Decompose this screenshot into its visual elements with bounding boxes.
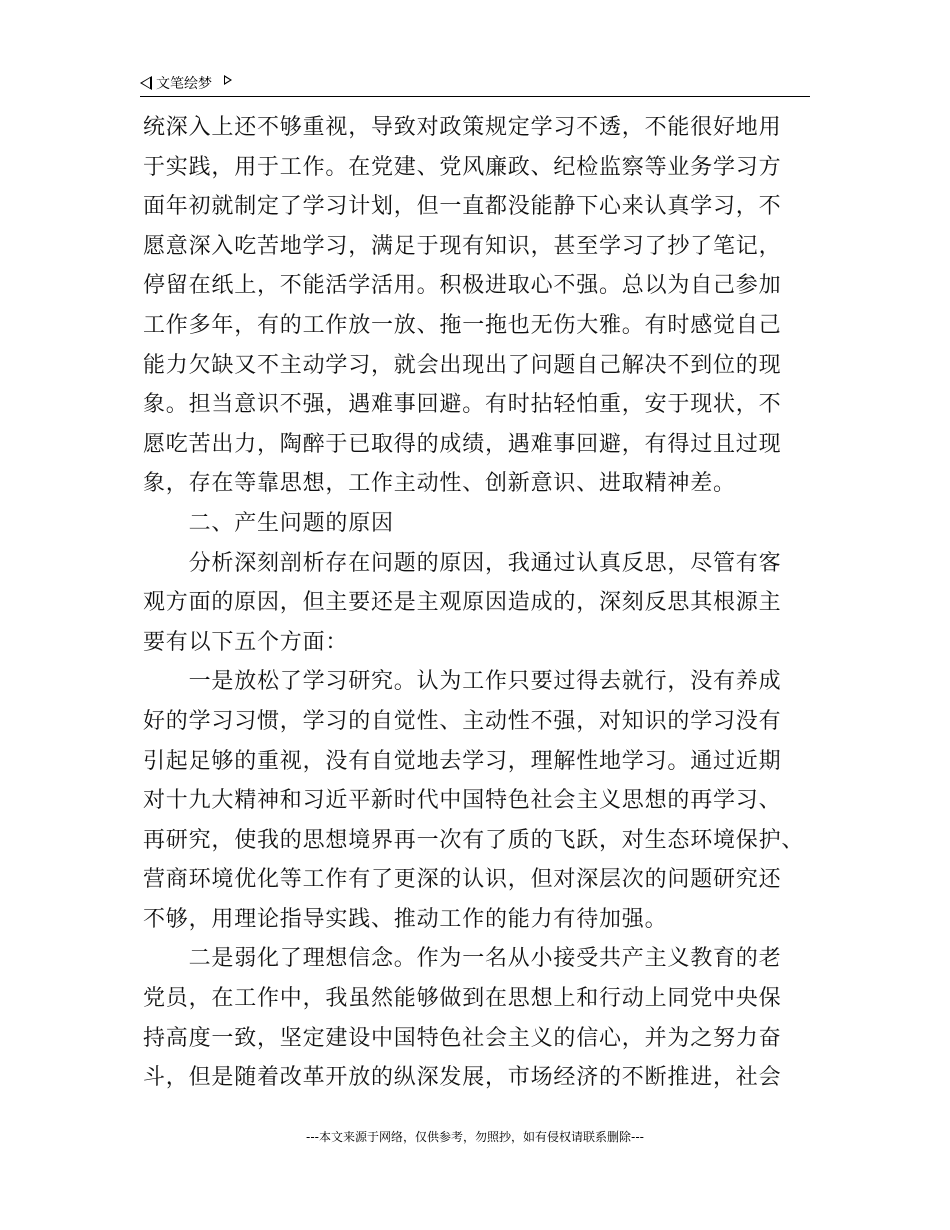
document-body [143,108,813,1098]
text-line: 愿意深入吃苦地学习，满足于现有知识，甚至学习了抄了笔记， [143,233,782,259]
triangle-right-icon [224,75,232,85]
text-line: 要有以下五个方面： [143,629,349,655]
text-line: 面年初就制定了学习计划，但一直都没能静下心来认真学习，不 [143,194,782,220]
text-line: 再研究，使我的思想境界再一次有了质的飞跃，对生态环境保护、 [143,827,805,853]
text-line: 于实践，用于工作。在党建、党风廉政、纪检监察等业务学习方 [143,154,782,180]
text-line: 象，存在等靠思想，工作主动性、创新意识、进取精神差。 [143,471,736,497]
text-line: 统深入上还不够重视，导致对政策规定学习不透，不能很好地用 [143,115,782,140]
text-line: 营商环境优化等工作有了更深的认识，但对深层次的问题研究还 [143,867,782,893]
text-line: 观方面的原因，但主要还是主观原因造成的，深刻反思其根源主 [143,590,782,616]
text-line: 停留在纸上，不能活学活用。积极进取心不强。总以为自己参加 [143,273,782,299]
triangle-left-icon [140,76,152,90]
text-line: 愿吃苦出力，陶醉于已取得的成绩，遇难事回避，有得过且过现 [143,431,782,457]
text-line: 二是弱化了理想信念。作为一名从小接受共产主义教育的老 [143,946,782,972]
text-line: 引起足够的重视，没有自觉地去学习，理解性地学习。通过近期 [143,748,782,774]
text-line: 象。担当意识不强，遇难事回避。有时拈轻怕重，安于现状，不 [143,392,782,418]
text-line: 一是放松了学习研究。认为工作只要过得去就行，没有养成 [143,669,782,695]
text-line: 不够，用理论指导实践、推动工作的能力有待加强。 [143,906,668,932]
page-footer: ---本文来源于网络，仅供参考，勿照抄，如有侵权请联系删除--- [306,1130,644,1144]
text-line: 好的学习习惯，学习的自觉性、主动性不强，对知识的学习没有 [143,708,782,734]
text-line: 分析深刻剖析存在问题的原因，我通过认真反思，尽管有客 [143,550,782,576]
text-line: 持高度一致，坚定建设中国特色社会主义的信心，并为之努力奋 [143,1025,782,1051]
text-line: 能力欠缺又不主动学习，就会出现出了问题自己解决不到位的现 [143,352,782,378]
page-header [140,70,810,97]
text-line: 工作多年，有的工作放一放、拖一拖也无伤大雅。有时感觉自己 [143,312,782,338]
text-line: 斗，但是随着改革开放的纵深发展，市场经济的不断推进，社会 [143,1065,782,1091]
text-line: 党员，在工作中，我虽然能够做到在思想上和行动上同党中央保 [143,986,782,1012]
header-title: 文笔绘梦 [156,76,212,92]
text-line: 对十九大精神和习近平新时代中国特色社会主义思想的再学习、 [143,788,782,814]
text-line: 二、产生问题的原因 [143,510,394,536]
